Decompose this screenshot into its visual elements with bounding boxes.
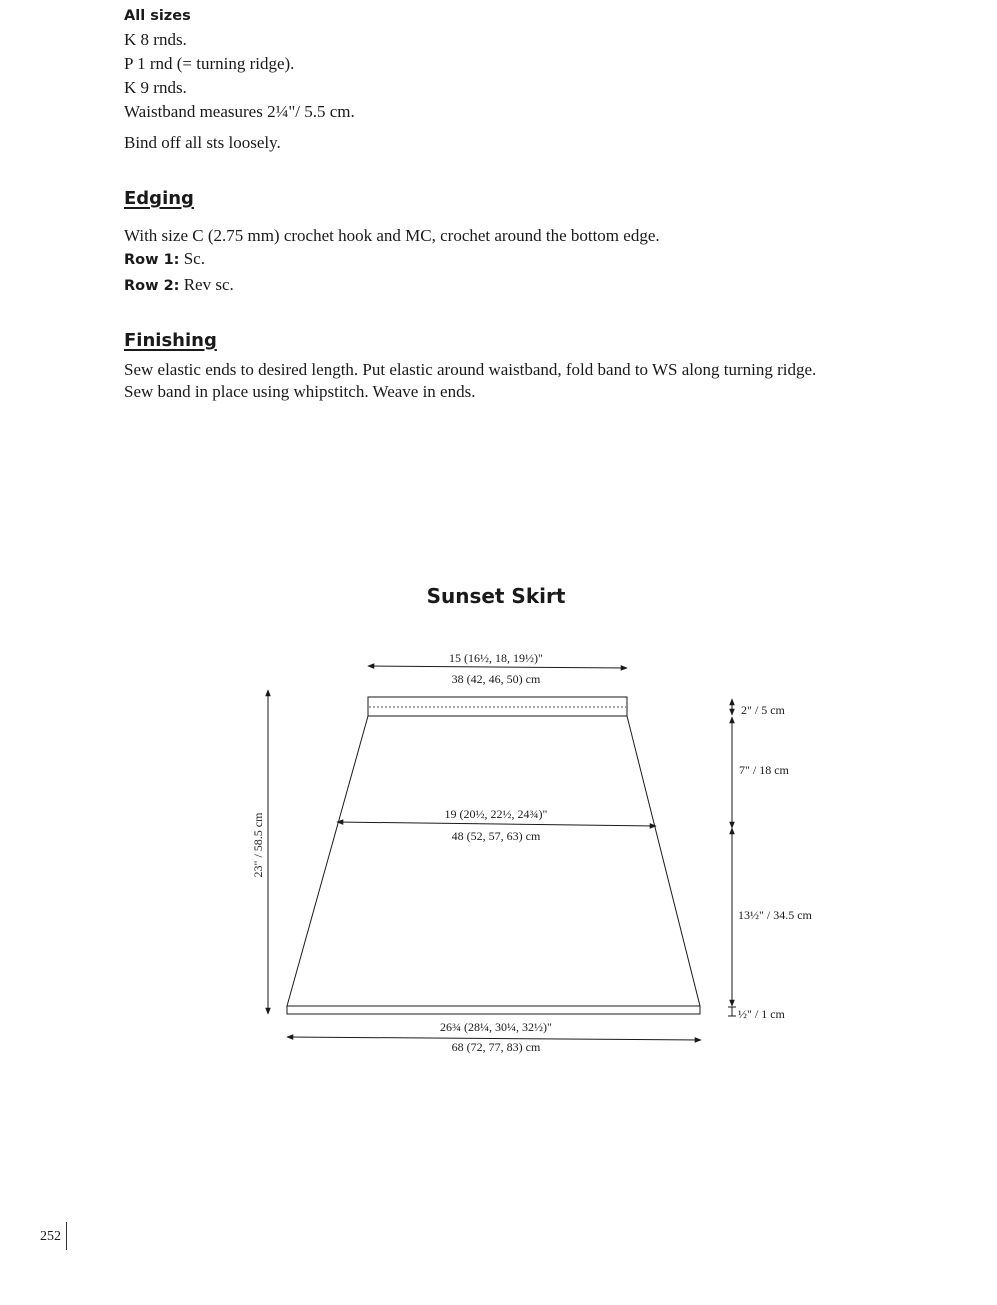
- top-width-arrow: [368, 666, 627, 668]
- instruction-line: Waistband measures 2¼"/ 5.5 cm.: [124, 102, 355, 121]
- top-width-in-label: 15 (16½, 18, 19½)": [449, 651, 543, 665]
- skirt-schematic: [0, 560, 997, 1080]
- mid-width-arrow: [337, 822, 656, 826]
- skirt-body-outline: [287, 716, 700, 1006]
- finishing-line: Sew band in place using whipstitch. Weave in ends.: [124, 382, 476, 401]
- finishing-heading: Finishing: [124, 330, 217, 351]
- edging-intro: With size C (2.75 mm) crochet hook and MC, crochet around the bottom edge.: [124, 226, 660, 245]
- page-number: 252: [40, 1229, 61, 1244]
- row-text: Rev sc.: [179, 275, 234, 294]
- edging-row-2: [124, 275, 234, 295]
- upper-length-label: 7" / 18 cm: [739, 763, 789, 777]
- mid-width-cm-label: 48 (52, 57, 63) cm: [451, 829, 541, 843]
- bottom-width-cm-label: 68 (72, 77, 83) cm: [451, 1040, 541, 1054]
- page-number-divider: [66, 1222, 67, 1250]
- waistband-height-label: 2" / 5 cm: [741, 703, 785, 717]
- instruction-line: K 8 rnds.: [124, 30, 187, 49]
- mid-width-in-label: 19 (20½, 22½, 24¾)": [444, 807, 548, 821]
- hem-outline: [287, 1006, 700, 1014]
- instruction-line: P 1 rnd (= turning ridge).: [124, 54, 295, 73]
- hem-height-label: ½" / 1 cm: [738, 1007, 785, 1021]
- top-width-cm-label: 38 (42, 46, 50) cm: [451, 672, 541, 686]
- bottom-width-in-label: 26¾ (28¼, 30¼, 32½)": [440, 1020, 552, 1034]
- edging-heading: Edging: [124, 188, 194, 209]
- total-length-label: 23" / 58.5 cm: [251, 812, 265, 878]
- waistband-outline: [368, 697, 627, 716]
- instruction-line: K 9 rnds.: [124, 78, 187, 97]
- schematic-title: Sunset Skirt: [426, 584, 566, 608]
- row-label: Row 2:: [124, 278, 180, 294]
- row-text: Sc.: [179, 249, 205, 268]
- all-sizes-heading: All sizes: [124, 8, 191, 24]
- bind-off-line: Bind off all sts loosely.: [124, 133, 281, 152]
- edging-row-1: [124, 249, 205, 269]
- row-label: Row 1:: [124, 252, 180, 268]
- finishing-line: Sew elastic ends to desired length. Put elastic around waistband, fold band to WS along turning ridge.: [124, 360, 817, 379]
- lower-length-label: 13½" / 34.5 cm: [738, 908, 812, 922]
